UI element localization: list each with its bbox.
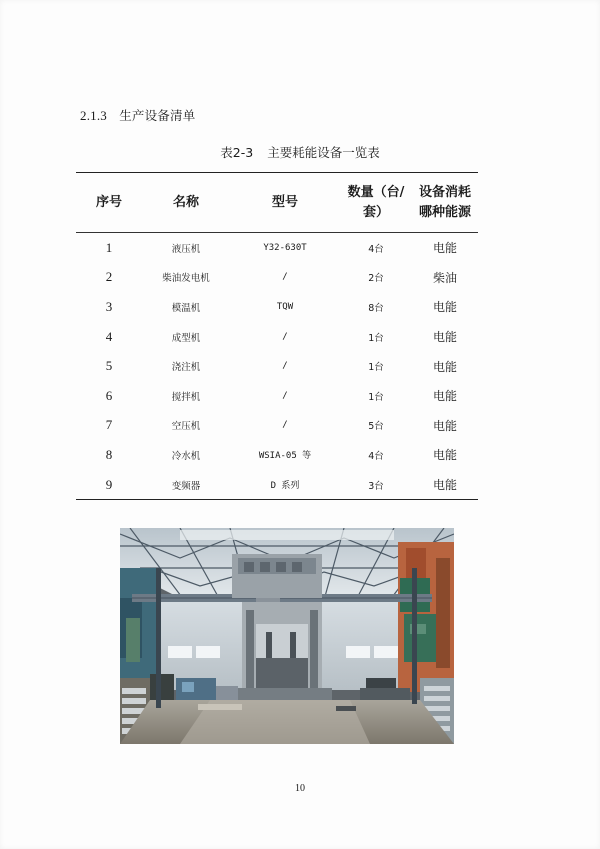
cell-energy: 柴油 — [432, 270, 457, 285]
cell-energy: 电能 — [412, 470, 478, 500]
cell-name: 空压机 — [171, 421, 201, 433]
header-index: 序号 — [76, 173, 142, 233]
header-energy-line1: 设备消耗 — [418, 184, 471, 200]
cell-index: 5 — [105, 358, 113, 374]
cell-index: 7 — [105, 417, 113, 433]
factory-interior-illustration — [120, 528, 454, 744]
cell-model: WSIA-05 等 — [258, 451, 312, 462]
header-name: 名称 — [142, 173, 230, 233]
table-caption-title: 主要耗能设备一览表 — [267, 145, 380, 160]
table-caption — [0, 143, 600, 161]
cell-model: D 系列 — [230, 470, 340, 500]
cell-index: 4 — [105, 328, 113, 344]
table-row — [76, 233, 478, 263]
table-row — [76, 351, 478, 381]
factory-photo — [120, 528, 454, 744]
cell-quantity: 1台 — [368, 332, 384, 344]
cell-name: 柴油发电机 — [162, 273, 210, 285]
section-heading — [80, 106, 195, 124]
cell-energy: 电能 — [432, 359, 457, 374]
table-row — [76, 263, 478, 293]
equipment-table — [76, 172, 478, 500]
cell-quantity: 3台 — [340, 470, 412, 500]
section-title: 生产设备清单 — [119, 108, 196, 123]
cell-name: 浇注机 — [171, 362, 201, 374]
cell-quantity: 8台 — [368, 302, 384, 314]
cell-energy: 电能 — [432, 241, 457, 256]
table-row — [76, 470, 478, 500]
table-caption-number: 表2-3 — [220, 145, 254, 160]
cell-model: / — [282, 390, 288, 401]
cell-energy: 电能 — [432, 330, 457, 345]
cell-index: 8 — [105, 446, 113, 462]
table-row — [76, 381, 478, 411]
cell-quantity: 1台 — [368, 391, 384, 403]
cell-energy: 电能 — [432, 389, 457, 404]
cell-model: / — [282, 361, 288, 372]
cell-model: / — [282, 420, 288, 431]
cell-quantity: 2台 — [368, 273, 384, 285]
table-row — [76, 322, 478, 352]
cell-name: 冷水机 — [171, 450, 201, 462]
cell-index: 6 — [105, 387, 113, 403]
cell-quantity: 5台 — [368, 421, 384, 433]
cell-name: 液压机 — [171, 243, 201, 255]
header-quantity-line2: 套） — [362, 204, 389, 220]
table-row — [76, 440, 478, 470]
cell-index: 2 — [105, 269, 113, 285]
cell-name: 搅拌机 — [171, 391, 201, 403]
cell-model: / — [282, 272, 288, 283]
cell-model: TQW — [276, 301, 294, 312]
cell-index: 9 — [76, 470, 142, 500]
table-header-row — [76, 173, 478, 233]
cell-model: Y32-630T — [263, 242, 307, 253]
header-energy-line2: 哪种能源 — [418, 204, 471, 220]
cell-index: 3 — [105, 298, 113, 314]
page-number: 10 — [295, 783, 305, 794]
section-number: 2.1.3 — [80, 108, 107, 123]
cell-index: 1 — [105, 239, 113, 255]
cell-energy: 电能 — [432, 300, 457, 315]
header-quantity-line1: 数量（台/ — [347, 184, 405, 200]
table-row — [76, 292, 478, 322]
cell-name: 模温机 — [171, 302, 201, 314]
table-row — [76, 411, 478, 441]
header-quantity — [340, 173, 412, 233]
cell-name: 变频器 — [142, 470, 230, 500]
header-energy — [412, 173, 478, 233]
cell-energy: 电能 — [432, 448, 457, 463]
cell-energy: 电能 — [432, 418, 457, 433]
cell-quantity: 4台 — [368, 450, 384, 462]
cell-model: / — [282, 331, 288, 342]
cell-quantity: 1台 — [368, 362, 384, 374]
cell-quantity: 4台 — [368, 243, 384, 255]
cell-name: 成型机 — [171, 332, 201, 344]
header-model: 型号 — [230, 173, 340, 233]
